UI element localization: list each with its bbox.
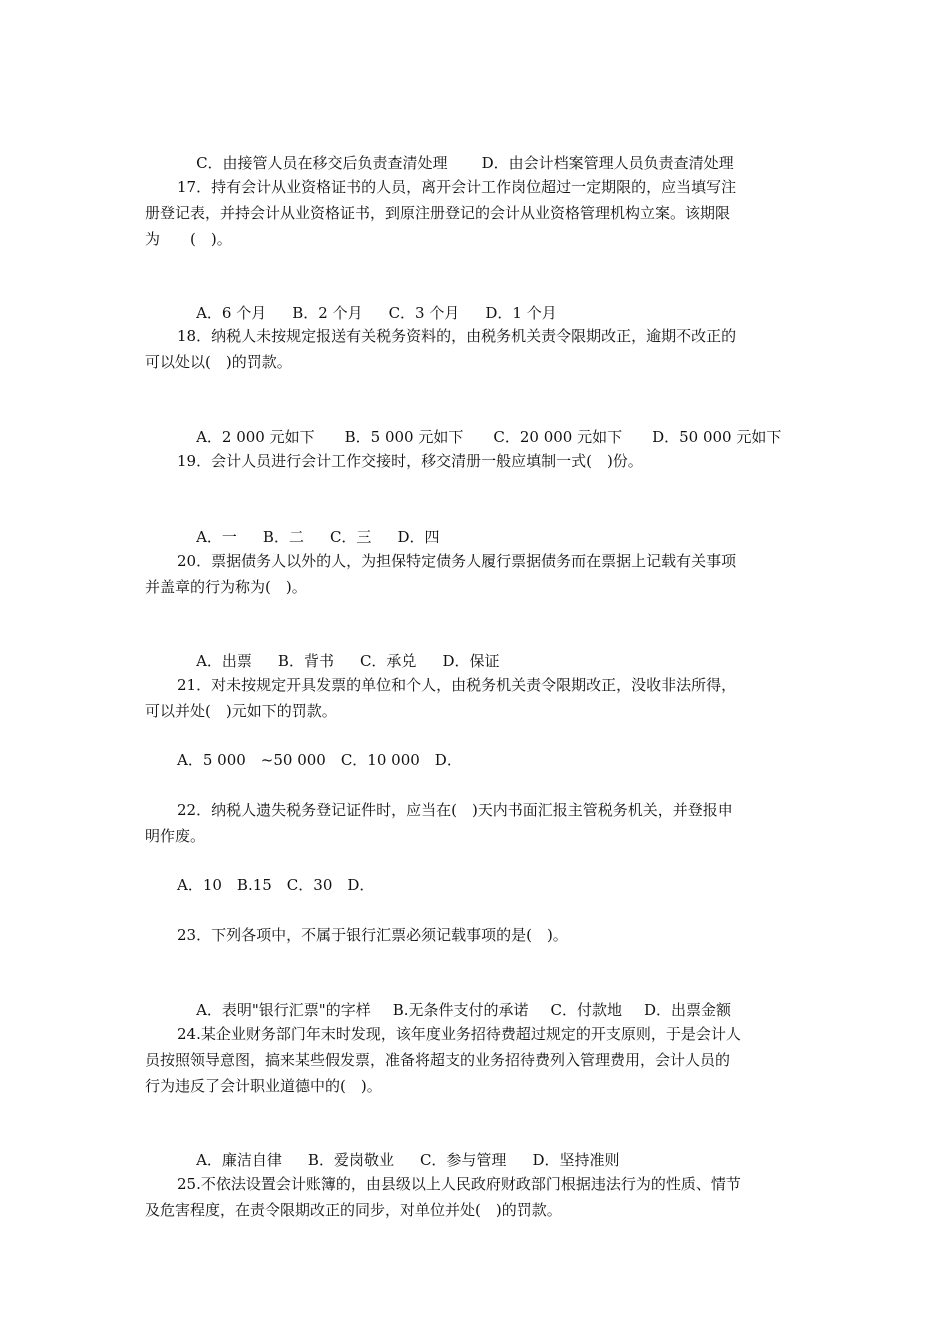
q24-option-d: D．坚持准则 <box>532 1151 620 1169</box>
q23-option-b: B.无条件支付的承诺 <box>392 1001 529 1019</box>
q16-option-c: C．由接管人员在移交后负责查清处理 <box>196 154 448 172</box>
q25-text-line-1: 25.不依法设置会计账簿的，由县级以上人民政府财政部门根据违法行为的性质、情节 <box>177 1175 741 1193</box>
q17-text-line-1: 17．持有会计从业资格证书的人员，离开会计工作岗位超过一定期限的，应当填写注 <box>177 178 737 196</box>
q24-text-line-1: 24.某企业财务部门年末时发现，该年度业务招待费超过规定的开支原则，于是会计人 <box>177 1025 741 1043</box>
q17-text-line-2: 册登记表，并持会计从业资格证书，到原注册登记的会计从业资格管理机构立案。该期限 <box>145 204 731 222</box>
q18-option-a: A．2 000 元如下 <box>196 428 315 446</box>
q18-option-c: C．20 000 元如下 <box>493 428 623 446</box>
q20-option-d: D．保证 <box>442 652 500 670</box>
q19-text-line-1: 19．会计人员进行会计工作交接时，移交清册一般应填制一式( )份。 <box>177 452 643 470</box>
q17-option-a: A．6 个月 <box>196 304 267 322</box>
q20-text-line-1: 20．票据债务人以外的人，为担保特定债务人履行票据债务而在票据上记载有关事项 <box>177 552 737 570</box>
q24-text-line-2: 员按照领导意图，搞来某些假发票，准备将超支的业务招待费列入管理费用，会计人员的 <box>145 1051 731 1069</box>
q24-option-b: B．爱岗敬业 <box>307 1151 394 1169</box>
q17-option-d: D．1 个月 <box>485 304 557 322</box>
q20-text-line-2: 并盖章的行为称为( )。 <box>145 578 307 596</box>
q19-option-d: D．四 <box>397 528 440 546</box>
q21-text-line-1: 21．对未按规定开具发票的单位和个人，由税务机关责令限期改正，没收非法所得， <box>177 676 737 694</box>
q19-option-c: C．三 <box>329 528 372 546</box>
q24-option-a: A．廉洁自律 <box>196 1151 282 1169</box>
q19-option-a: A．一 <box>196 528 237 546</box>
q20-option-b: B．背书 <box>277 652 334 670</box>
q25-text-line-2: 及危害程度，在责令限期改正的同步，对单位并处( )的罚款。 <box>145 1201 562 1219</box>
q23-option-d: D．出票金额 <box>644 1001 732 1019</box>
q23-text-line-1: 23．下列各项中，不属于银行汇票必须记载事项的是( )。 <box>177 926 568 944</box>
q21-options: A．5 000 ~50 000 C．10 000 D． <box>177 751 462 769</box>
q18-option-d: D．50 000 元如下 <box>652 428 782 446</box>
q21-text-line-2: 可以并处( )元如下的罚款。 <box>145 702 337 720</box>
q20-option-c: C．承兑 <box>359 652 417 670</box>
q17-option-b: B．2 个月 <box>292 304 363 322</box>
q17-text-line-3: 为 ( )。 <box>145 230 232 248</box>
q23-option-a: A．表明"银行汇票"的字样 <box>196 1001 371 1019</box>
q18-text-line-2: 可以处以( )的罚款。 <box>145 353 292 371</box>
q23-option-c: C．付款地 <box>550 1001 622 1019</box>
q22-text-line-2: 明作废。 <box>145 827 206 845</box>
q18-option-b: B．5 000 元如下 <box>344 428 464 446</box>
q19-option-b: B．二 <box>262 528 304 546</box>
q20-option-a: A．出票 <box>196 652 252 670</box>
q18-text-line-1: 18．纳税人未按规定报送有关税务资料的，由税务机关责令限期改正，逾期不改正的 <box>177 327 737 345</box>
q17-option-c: C．3 个月 <box>388 304 460 322</box>
q24-text-line-3: 行为违反了会计职业道德中的( )。 <box>145 1077 382 1095</box>
q24-option-c: C．参与管理 <box>419 1151 507 1169</box>
q22-options: A．10 B.15 C．30 D． <box>177 876 375 894</box>
q16-option-d: D．由会计档案管理人员负责查清处理 <box>481 154 734 172</box>
q22-text-line-1: 22．纳税人遗失税务登记证件时，应当在( )天内书面汇报主管税务机关，并登报申 <box>177 801 733 819</box>
